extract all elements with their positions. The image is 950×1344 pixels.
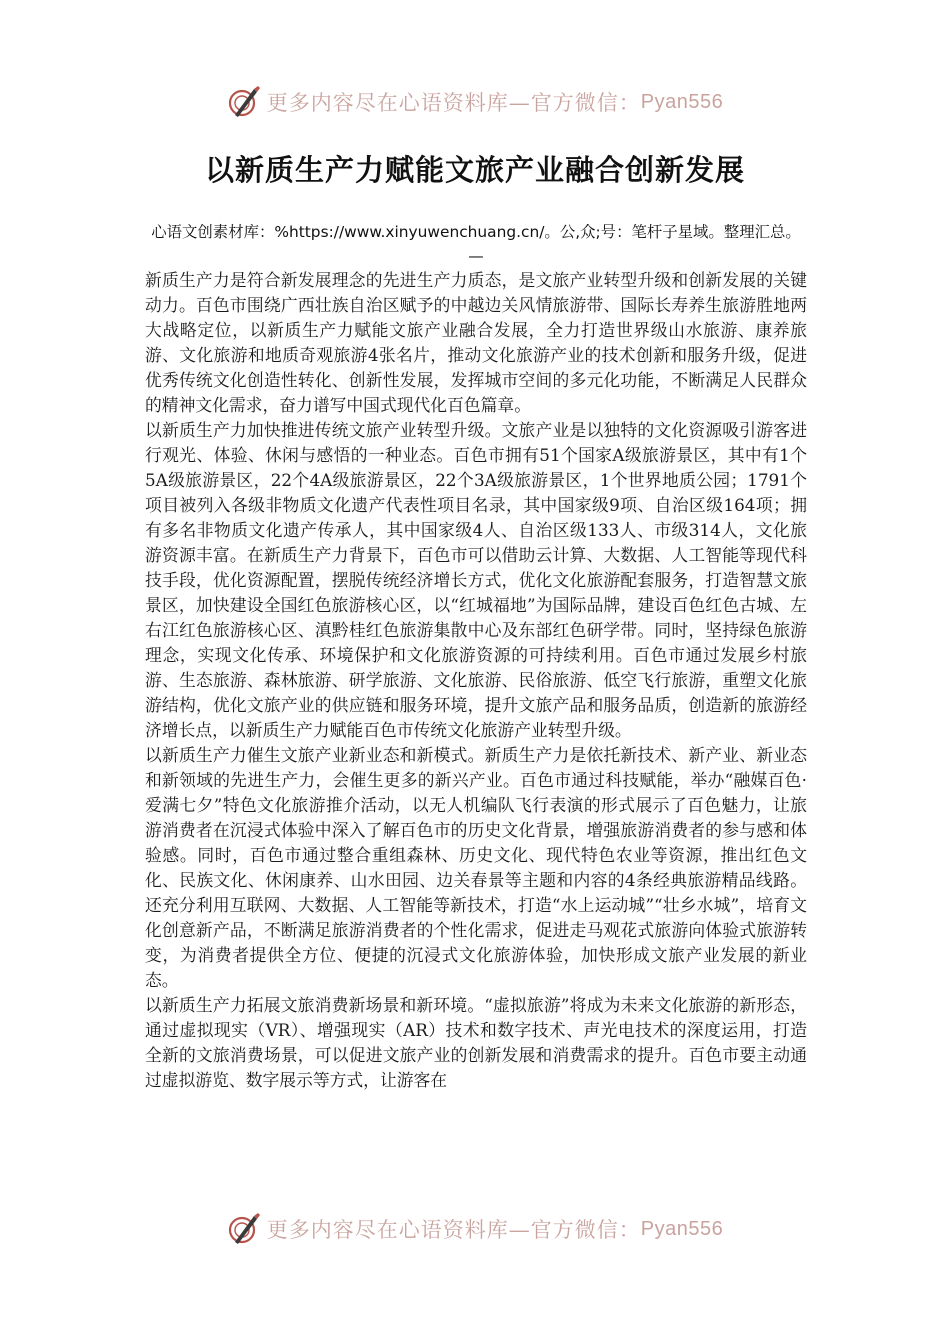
document-title: 以新质生产力赋能文旅产业融合创新发展 xyxy=(204,153,745,187)
source-line: 心语文创素材库：%https://www.xinyuwenchuang.cn/。公,众;号：笔杆子星域。整理汇总。— xyxy=(151,223,801,265)
paragraph-1: 新质生产力是符合新发展理念的先进生产力质态，是文旅产业转型升级和创新发展的关键动力。百色市围绕广西壮族自治区赋予的中越边关风情旅游带、国际长寿养生旅游胜地两大战略定位，以新质生产力赋能文旅产业融合发展，全力打造世界级山水旅游、康养旅游、文化旅游和地质奇观旅游4张名片，推动文化旅游产业的技术创新和服务升级，促进优秀传统文化创造性转化、创新性发展，发挥城市空间的多元化功能，不断满足人民群众的精神文化需求，奋力谱写中国式现代化百色篇章。 xyxy=(145,270,807,415)
paragraph-3: 以新质生产力催生文旅产业新业态和新模式。新质生产力是依托新技术、新产业、新业态和新领域的先进生产力，会催生更多的新兴产业。百色市通过科技赋能，举办“融媒百色·爱满七夕”特色文化旅游推介活动，以无人机编队飞行表演的形式展示了百色魅力，让旅游消费者在沉浸式体验中深入了解百色市的历史文化背景，增强旅游消费者的参与感和体验感。同时，百色市通过整合重组森林、历史文化、现代特色农业等资源，推出红色文化、民族文化、休闲康养、山水田园、边关春景等主题和内容的4条经典旅游精品线路。还充分利用互联网、大数据、人工智能等新技术，打造“水上运动城”“壮乡水城”，培育文化创意新产品，不断满足旅游消费者的个性化需求，促进走马观花式旅游向体验式旅游转变，为消费者提供全方位、便捷的沉浸式文化旅游体验，加快形成文旅产业发展的新业态。 xyxy=(145,745,807,990)
banner-text: 更多内容尽在心语资料库—官方微信： xyxy=(266,1218,641,1242)
header-watermark-banner xyxy=(0,80,950,124)
banner-text: 更多内容尽在心语资料库—官方微信： xyxy=(266,91,641,115)
banner-wechat-id: Pyan556 xyxy=(640,90,724,113)
footer-watermark-banner xyxy=(0,1207,950,1251)
paragraph-2: 以新质生产力加快推进传统文旅产业转型升级。文旅产业是以独特的文化资源吸引游客进行观光、体验、休闲与感悟的一种业态。百色市拥有51个国家A级旅游景区，其中有1个5A级旅游景区，22个4A级旅游景区，22个3A级旅游景区，1个世界地质公园；1791个项目被列入各级非物质文化遗产代表性项目名录，其中国家级9项、自治区级164项；拥有多名非物质文化遗产传承人，其中国家级4人、自治区级133人、市级314人，文化旅游资源丰富。在新质生产力背景下，百色市可以借助云计算、大数据、人工智能等现代科技手段，优化资源配置，摆脱传统经济增长方式，优化文化旅游配套服务，打造智慧文旅景区，加快建设全国红色旅游核心区，以“红城福地”为国际品牌，建设百色红色古城、左右江红色旅游核心区、滇黔桂红色旅游集散中心及东部红色研学带。同时，坚持绿色旅游理念，实现文化传承、环境保护和文化旅游资源的可持续利用。百色市通过发展乡村旅游、生态旅游、森林旅游、研学旅游、文化旅游、民俗旅游、低空飞行旅游，重塑文化旅游结构，优化文旅产业的供应链和服务环境，提升文旅产品和服务品质，创造新的旅游经济增长点，以新质生产力赋能百色市传统文化旅游产业转型升级。 xyxy=(145,420,807,740)
quill-pen-seal-icon xyxy=(227,85,261,119)
quill-pen-seal-icon xyxy=(227,1212,261,1246)
paragraph-4: 以新质生产力拓展文旅消费新场景和新环境。“虚拟旅游”将成为未来文化旅游的新形态，通过虚拟现实（VR）、增强现实（AR）技术和数字技术、声光电技术的深度运用，打造全新的文旅消费场景，可以促进文旅产业的创新发展和消费需求的提升。百色市要主动通过虚拟游览、数字展示等方式，让游客在 xyxy=(145,995,807,1090)
banner-wechat-id: Pyan556 xyxy=(640,1217,724,1240)
body-text xyxy=(145,268,807,1093)
